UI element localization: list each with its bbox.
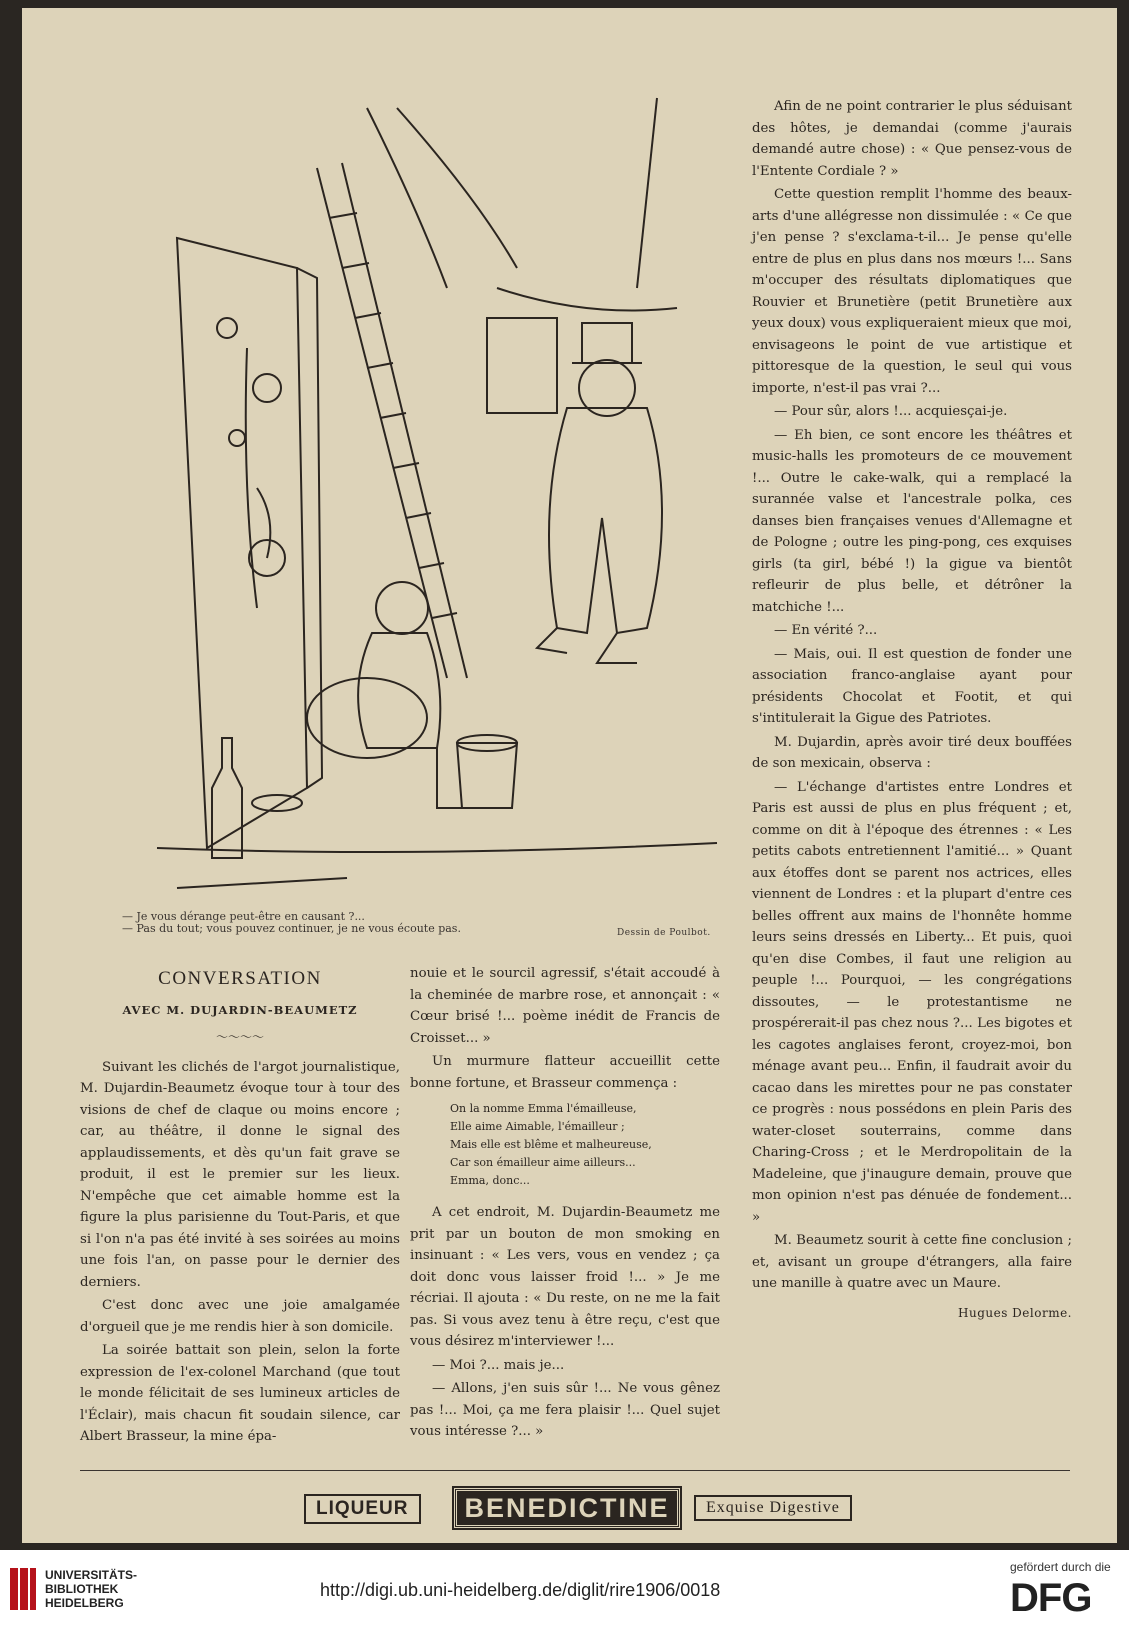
divider bbox=[80, 1470, 1070, 1471]
paragraph: M. Dujardin, après avoir tiré deux bouffées de son mexicain, observa : bbox=[752, 734, 1072, 771]
poem-line: Emma, donc... bbox=[450, 1174, 530, 1187]
paragraph: — L'échange d'artistes entre Londres et Paris est aussi de plus en plus fréquent ; et, comme on dit à l'époque des étrennes : « Les petits cabots entretiennent l'amitié... » Quant aux étoffes dont se parent nos actrices, elles viennent de Londres : et la plupart d'entre ces belles offrent aux mains de l'honnête homme leurs seins dressés en Liberty... Et puis, quoi qu'en dise Combes, il faut une religion au peuple !... Pourquoi, — les congrégations dissoutes, — le protestantisme ne prospérerait-il pas chez nous ?... Les bigotes et les cagotes anglaises feront, croyez-moi, bon ménage avant peu... Enfin, il faudrait avoir du cacao dans les mirettes pour ne pas constater ce progrès : nous possédons en plein Paris des water-closet souterrains, comme dans Charing-Cross ; et le Merdropolitain de la Madeleine, que j'inaugure demain, prouve que mon opinion n'est pas dénuée de fondement... » bbox=[752, 779, 1072, 1225]
advert-right: Exquise Digestive bbox=[694, 1495, 852, 1521]
paragraph: nouie et le sourcil agressif, s'était accoudé à la cheminée de marbre rose, et annonçait : « Cœur brisé !... poème inédit de Francis de Croisset... » bbox=[410, 966, 720, 1046]
article-subtitle: AVEC M. DUJARDIN-BEAUMETZ bbox=[122, 1002, 358, 1017]
poem-line: On la nomme Emma l'émailleuse, bbox=[450, 1102, 637, 1115]
advert-center: BENEDICTINE bbox=[454, 1488, 680, 1528]
article-title: CONVERSATION bbox=[158, 968, 322, 989]
paragraph: — Allons, j'en suis sûr !... Ne vous gênez pas !... Moi, ça me fera plaisir !... Quel sujet vous intéresse ?... » bbox=[410, 1381, 720, 1439]
cartoon-illustration bbox=[117, 88, 757, 918]
column-1 bbox=[80, 968, 400, 1448]
paragraph: C'est donc avec une joie amalgamée d'orgueil que je me rendis hier à son domicile. bbox=[80, 1298, 400, 1335]
ornament: 〜〜〜〜 bbox=[215, 1030, 264, 1044]
caption-line: — Pas du tout; vous pouvez continuer, je ne vous écoute pas. bbox=[122, 922, 461, 935]
paragraph: — Mais, oui. Il est question de fonder une association franco-anglaise ayant pour présidents Chocolat et Footit, et qui s'intitulerait la Gigue des Patriotes. bbox=[752, 646, 1072, 726]
paragraph: Un murmure flatteur accueillit cette bonne fortune, et Brasseur commença : bbox=[410, 1054, 720, 1091]
paragraph: — En vérité ?... bbox=[774, 623, 878, 638]
advert-banner bbox=[284, 1486, 884, 1528]
paragraph: A cet endroit, M. Dujardin-Beaumetz me prit par un bouton de mon smoking en insinuant : « Les vers, vous en vendez ; ça doit donc vous laisser froid !... » Je me récriai. Il ajouta : « Du reste, on ne me la fait pas. Si vous avez tenu à être reçu, c'est que vous désirez m'interviewer !... bbox=[410, 1205, 720, 1349]
university-line: HEIDELBERG bbox=[45, 1596, 124, 1610]
caption-line: — Je vous dérange peut-être en causant ?... bbox=[122, 910, 365, 923]
author-signature: Hugues Delorme. bbox=[958, 1305, 1072, 1320]
poem-line: Mais elle est blême et malheureuse, bbox=[450, 1138, 652, 1151]
advert-left: LIQUEUR bbox=[304, 1494, 421, 1524]
newspaper-page bbox=[22, 8, 1117, 1543]
university-line: BIBLIOTHEK bbox=[45, 1582, 119, 1596]
university-logo-icon bbox=[8, 1566, 38, 1612]
paragraph: — Pour sûr, alors !... acquiesçai-je. bbox=[774, 404, 1008, 419]
paragraph: Cette question remplit l'homme des beaux-arts d'une allégresse non dissimulée : « Ce que j'en pense ? s'exclama-t-il... Je pense qu'elle entre de plus en plus dans nos mœurs !... Sans m'occuper des résultats diplomatiques que Rouvier et Brunetière (petit Brunetière aux yeux doux) vous expliqueraient mieux que moi, envisageons le point de vue artistique et pittoresque de la question, le seul qui vous importe, n'est-il pas vrai ?... bbox=[752, 187, 1072, 396]
university-name bbox=[45, 1568, 137, 1610]
illustration-credit: Dessin de Poulbot. bbox=[617, 928, 711, 938]
poem bbox=[450, 1100, 720, 1190]
paragraph: Afin de ne point contrarier le plus séduisant des hôtes, je demandai (comme j'aurais demandé autre chose) : « Que pensez-vous de l'Entente Cordiale ? » bbox=[752, 99, 1072, 179]
paragraph: M. Beaumetz sourit à cette fine conclusion ; et, avisant un groupe d'étrangers, alla faire une manille à quatre avec un Maure. bbox=[752, 1233, 1072, 1291]
funding-label: gefördert durch die bbox=[1010, 1560, 1111, 1574]
poem-line: Elle aime Aimable, l'émailleur ; bbox=[450, 1120, 625, 1133]
poem-line: Car son émailleur aime ailleurs... bbox=[450, 1156, 636, 1169]
page-url-link[interactable]: http://digi.ub.uni-heidelberg.de/diglit/rire1906/0018 bbox=[320, 1580, 721, 1600]
paragraph: — Moi ?... mais je... bbox=[432, 1357, 565, 1373]
paragraph: Suivant les clichés de l'argot journalistique, M. Dujardin-Beaumetz évoque tour à tour des visions de chef de claque ou moins encore ; car, au théâtre, il donne le signal des applaudissements, et dès qu'un fait grave se produit, il est le premier sur les lieux. N'empêche que cet aimable homme est la figure la plus parisienne du Tout-Paris, et que si l'on n'a pas été invité à ses soirées au moins une fois l'an, on passe pour le dernier des derniers. bbox=[80, 1059, 400, 1290]
column-3 bbox=[752, 96, 1072, 1324]
illustration-caption bbox=[122, 911, 562, 935]
viewer-footer bbox=[0, 1550, 1129, 1630]
dfg-logo: DFG bbox=[1010, 1576, 1092, 1620]
paragraph: La soirée battait son plein, selon la forte expression de l'ex-colonel Marchand (que tout le monde félicitait de ses lumineux articles de l'Éclair), mais chacun fit soudain silence, car Albert Brasseur, la mine épa- bbox=[80, 1343, 400, 1444]
paragraph: — Eh bien, ce sont encore les théâtres et music-halls les promoteurs de ce mouvement !... Outre le cake-walk, qui a remplacé la surannée valse et l'ancestrale polka, ces danses bien françaises venues d'Allemagne et de Pologne ; outre les ping-pong, ces exquises girls (ta girl, bébé !) la gigue va bientôt refleurir de plus belle, et détrôner la matchiche !... bbox=[752, 427, 1072, 615]
university-line: UNIVERSITÄTS- bbox=[45, 1568, 138, 1582]
column-2 bbox=[410, 963, 720, 1443]
